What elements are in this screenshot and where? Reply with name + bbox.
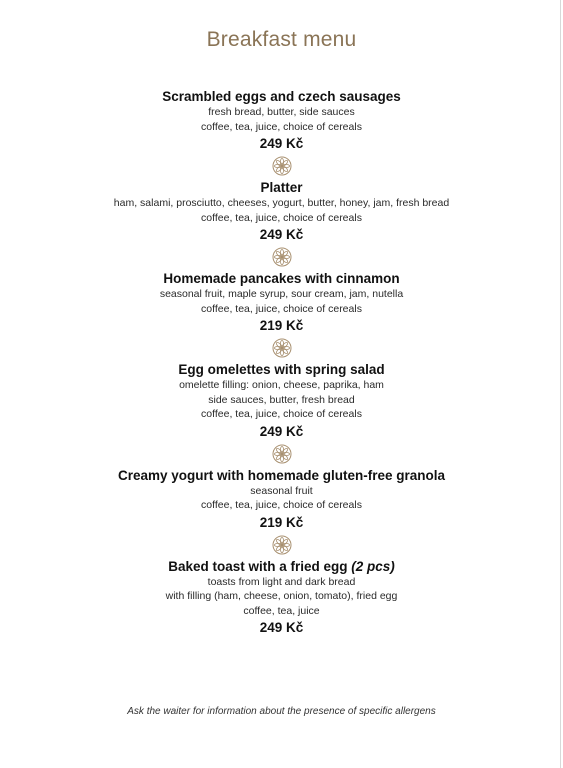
menu-item-description: omelette filling: onion, cheese, paprika, ham (179, 379, 384, 391)
menu-item-name (0, 179, 563, 196)
menu-item-title: Scrambled eggs and czech sausages (162, 89, 401, 104)
allergen-note: Ask the waiter for information about the presence of specific allergens (127, 706, 436, 717)
menu-list (0, 88, 563, 637)
page-edge-line (560, 0, 561, 768)
menu-item-description: coffee, tea, juice, choice of cereals (201, 211, 362, 224)
menu-item-description: coffee, tea, juice, choice of cereals (201, 408, 362, 420)
menu-item-title: Homemade pancakes with cinnamon (163, 271, 400, 286)
menu-item-description: fresh bread, butter, side sauces (208, 106, 355, 118)
menu-item (0, 88, 563, 153)
menu-item-description: seasonal fruit, maple syrup, sour cream, jam, nutella (159, 288, 404, 300)
menu-item-title: Platter (260, 180, 303, 195)
menu-item (0, 179, 563, 244)
menu-item-description: ham, salami, prosciutto, cheeses, yogurt, butter, honey, jam, fresh bread (113, 197, 450, 209)
menu-item-name (0, 558, 563, 575)
page-title: Breakfast menu (206, 28, 357, 51)
menu-item (0, 270, 563, 335)
menu-item-price: 249 Kč (259, 620, 304, 635)
menu-item-name (0, 361, 563, 378)
floral-ornament-icon (0, 335, 563, 361)
floral-ornament-icon (0, 153, 563, 179)
menu-item (0, 558, 563, 638)
menu-item-price: 249 Kč (259, 423, 304, 439)
menu-item-description: with filling (ham, cheese, onion, tomato), fried egg (165, 590, 398, 602)
menu-item-description: coffee, tea, juice (243, 604, 320, 617)
menu-item-name (0, 270, 563, 287)
floral-ornament-icon (0, 441, 563, 467)
menu-item-name (0, 467, 563, 484)
floral-ornament-icon (0, 532, 563, 558)
menu-item-description: coffee, tea, juice, choice of cereals (201, 120, 362, 133)
menu-item-description: coffee, tea, juice, choice of cereals (201, 499, 362, 511)
menu-item-price: 249 Kč (259, 227, 304, 242)
menu-item-price: 249 Kč (259, 136, 304, 151)
floral-ornament-icon (0, 244, 563, 270)
menu-item-title: Baked toast with a fried egg (168, 558, 348, 574)
menu-item-description: toasts from light and dark bread (207, 575, 356, 588)
menu-item (0, 361, 563, 441)
menu-item-description: coffee, tea, juice, choice of cereals (201, 302, 362, 315)
menu-item-note: (2 pcs) (351, 558, 395, 574)
menu-item-price: 219 Kč (259, 514, 304, 530)
menu-item-description: side sauces, butter, fresh bread (208, 393, 355, 406)
menu-item-title: Creamy yogurt with homemade gluten-free granola (117, 467, 446, 483)
menu-item-description: seasonal fruit (250, 484, 313, 497)
menu-item-price: 219 Kč (259, 318, 304, 333)
menu-item (0, 467, 563, 532)
menu-item-title: Egg omelettes with spring salad (178, 362, 385, 377)
menu-item-name (0, 88, 563, 105)
